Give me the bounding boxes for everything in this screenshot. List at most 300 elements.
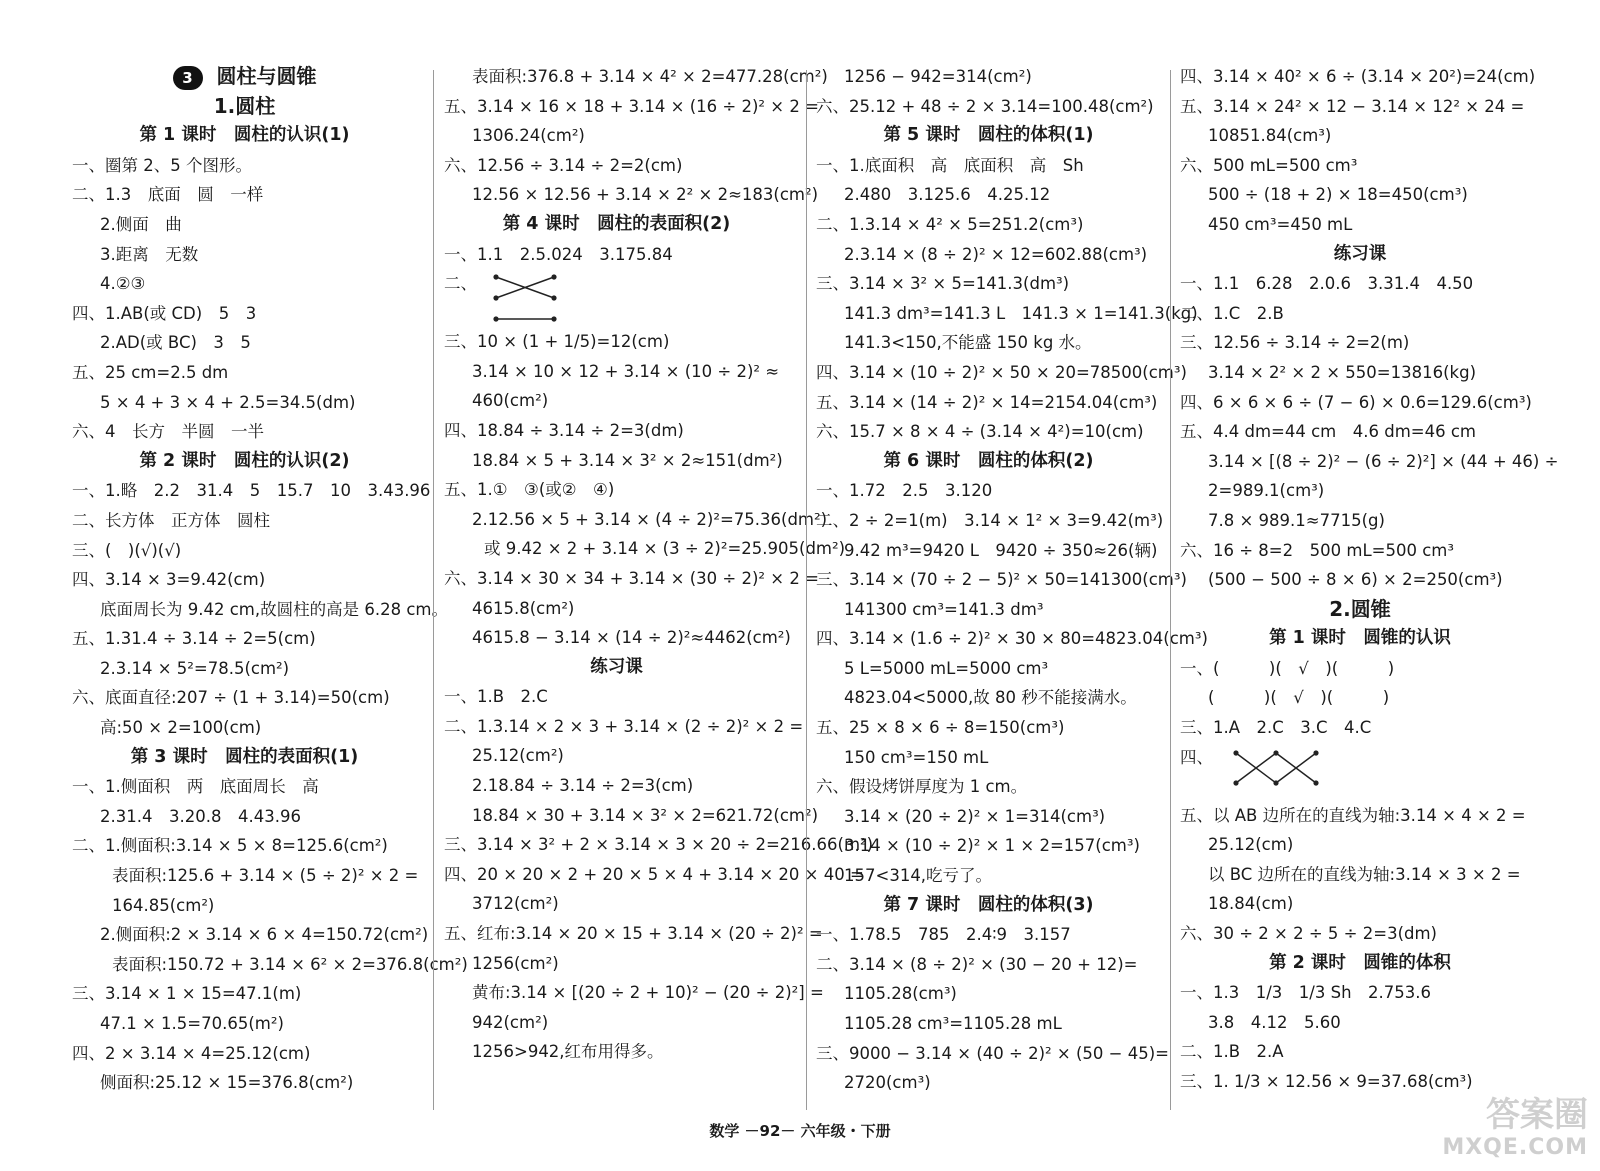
answer-line <box>72 1068 417 1098</box>
answer-text: 六、15.7 × 8 × 4 ÷ (3.14 × 4²)=10(cm) <box>816 422 1144 442</box>
answer-text: 2.31.4 3.20.8 4.43.96 <box>100 806 301 826</box>
answer-text: 二、1.3.14 × 2 × 3 + 3.14 × (2 ÷ 2)² × 2 = <box>444 716 804 736</box>
answer-text: 以 BC 边所在的直线为轴:3.14 × 3 × 2 = <box>1208 864 1521 884</box>
section-heading <box>72 447 417 477</box>
answer-line <box>816 831 1161 861</box>
answer-line <box>444 978 824 1008</box>
answer-line <box>72 802 417 832</box>
chapter-number-badge: 3 <box>173 66 203 90</box>
answer-text: 157<314,吃亏了。 <box>844 866 993 886</box>
answer-line <box>816 536 1161 566</box>
answer-line <box>444 357 789 387</box>
answer-text: 第 2 课时 圆柱的认识(2) <box>139 450 350 471</box>
answer-line <box>72 476 431 506</box>
answer-text: 2=989.1(cm³) <box>1208 481 1325 501</box>
answer-text: 第 5 课时 圆柱的体积(1) <box>883 125 1094 146</box>
answer-text: 3.14 × 2² × 2 × 550=13816(kg) <box>1208 362 1477 382</box>
answer-text: 4.②③ <box>100 274 146 294</box>
answer-text: 141300 cm³=141.3 dm³ <box>844 599 1044 619</box>
answer-text: 1105.28 cm³=1105.28 mL <box>844 1014 1062 1033</box>
answer-line <box>816 950 1161 980</box>
answer-text: 一、1.78.5 785 2.4∶9 3.157 <box>816 925 1071 945</box>
answer-text: 一、1.72 2.5 3.120 <box>816 481 993 501</box>
answer-text: 2.AD(或 BC) 3 5 <box>100 333 251 353</box>
answer-line <box>444 889 789 919</box>
answer-text: 942(cm²) <box>472 1012 549 1032</box>
answer-text: 表面积:376.8 + 3.14 × 4² × 2=477.28(cm²) <box>472 67 828 86</box>
answer-line <box>1180 328 1540 358</box>
answer-line <box>816 979 1161 1009</box>
answer-text: 五、1.① ③(或② ④) <box>444 480 615 500</box>
answer-line <box>1180 743 1540 801</box>
answer-line <box>816 210 1161 240</box>
answer-text: 一、1.1 6.28 2.0.6 3.31.4 4.50 <box>1180 274 1474 294</box>
answer-line <box>72 299 417 329</box>
answer-line <box>72 713 417 743</box>
answer-line <box>72 269 417 299</box>
answer-line <box>72 683 417 713</box>
answer-line <box>816 772 1161 802</box>
answer-text: 5 × 4 + 3 × 4 + 2.5=34.5(dm) <box>100 392 356 412</box>
answer-line <box>444 564 819 594</box>
answer-text: 四、3.14 × 40² × 6 ÷ (3.14 × 20²)=24(cm) <box>1180 67 1536 86</box>
answer-text: 3.14 × 10 × 12 + 3.14 × (10 ÷ 2)² ≈ <box>472 361 780 381</box>
matching-dot <box>551 296 556 301</box>
answer-line <box>444 121 789 151</box>
answer-text: 六、4 长方 半圆 一半 <box>72 422 264 442</box>
answer-line <box>444 446 789 476</box>
answer-line <box>1180 889 1540 919</box>
answer-text: 3.14 × (20 ÷ 2)² × 1=314(cm³) <box>844 806 1106 826</box>
answer-text: 3712(cm²) <box>472 894 559 914</box>
section-heading <box>444 653 789 683</box>
watermark-url: MXQE.COM <box>1442 1135 1588 1160</box>
answer-text: 一、1.1 2.5.024 3.175.84 <box>444 244 673 264</box>
answer-text: 一、1.3 1/3 1/3 Sh 2.753.6 <box>1180 983 1432 1003</box>
matching-dot <box>1273 750 1278 755</box>
answer-text: 一、1.侧面积 两 底面周长 高 <box>72 777 319 797</box>
answer-text: 4823.04<5000,故 80 秒不能接满水。 <box>844 688 1137 708</box>
answer-text: 1256(cm²) <box>472 953 559 973</box>
answer-line <box>444 327 789 357</box>
answer-text: 三、12.56 ÷ 3.14 ÷ 2=2(m) <box>1180 333 1410 353</box>
answer-line <box>1180 801 1540 831</box>
answer-text: 164.85(cm²) <box>112 895 215 915</box>
answer-line <box>444 534 846 564</box>
answer-text: 2720(cm³) <box>844 1073 931 1093</box>
answer-line <box>816 565 1187 595</box>
answer-text: 7.8 × 989.1≈7715(g) <box>1208 510 1385 530</box>
answer-line <box>72 210 417 240</box>
page-footer: 数学 －92－ 六年级・下册 <box>709 1122 891 1140</box>
answer-text: 2.圆锥 <box>1329 596 1391 621</box>
answer-text: 1.圆柱 <box>213 93 276 118</box>
answer-text: 五、4.4 dm=44 cm 4.6 dm=46 cm <box>1180 422 1476 442</box>
answer-line <box>1180 210 1540 240</box>
answer-line <box>444 771 789 801</box>
answer-text: 3.14 × (10 ÷ 2)² × 1 × 2=157(cm³) <box>844 836 1140 856</box>
answer-text: 1105.28(cm³) <box>844 984 957 1004</box>
answer-text: 第 4 课时 圆柱的表面积(2) <box>502 213 731 234</box>
answer-text: 4615.8(cm²) <box>472 598 575 618</box>
column-divider <box>1170 70 1171 1110</box>
answer-line <box>1180 62 1540 92</box>
answer-text: 141.3 dm³=141.3 L 141.3 × 1=141.3(kg) <box>844 303 1198 323</box>
answer-text: 底面周长为 9.42 cm,故圆柱的高是 6.28 cm。 <box>100 599 448 619</box>
answer-text: 二、1.3.14 × 4² × 5=251.2(cm³) <box>816 214 1084 234</box>
section-heading <box>72 62 417 92</box>
answer-text: 141.3<150,不能盛 150 kg 水。 <box>844 333 1092 353</box>
answer-line <box>444 1037 789 1067</box>
answer-text: 1306.24(cm²) <box>472 126 585 146</box>
answer-text: 500 ÷ (18 + 2) × 18=450(cm³) <box>1208 185 1468 205</box>
answer-line <box>444 475 789 505</box>
answer-text: 10851.84(cm³) <box>1208 126 1332 146</box>
answer-text: 二、3.14 × (8 ÷ 2)² × (30 − 20 + 12)= <box>816 954 1138 974</box>
answer-line <box>72 654 417 684</box>
answer-text: 六、12.56 ÷ 3.14 ÷ 2=2(cm) <box>444 155 683 175</box>
answer-text: 六、500 mL=500 cm³ <box>1180 155 1358 175</box>
answer-text: 4615.8 − 3.14 × (14 ÷ 2)²≈4462(cm²) <box>472 628 791 648</box>
answer-text: 一、1.B 2.C <box>444 687 548 707</box>
answer-text: 二、1.3 底面 圆 一样 <box>72 185 264 205</box>
section-heading <box>72 743 417 773</box>
answer-line <box>444 830 874 860</box>
answer-line <box>1180 92 1540 122</box>
answer-line <box>1180 388 1540 418</box>
answer-line <box>72 240 417 270</box>
answer-text: 3.14 × [(8 ÷ 2)² − (6 ÷ 2)²] × (44 + 46) ÷ <box>1208 451 1559 471</box>
answer-text: 二、长方体 正方体 圆柱 <box>72 510 270 530</box>
answer-text: 五、3.14 × (14 ÷ 2)² × 14=2154.04(cm³) <box>816 392 1158 412</box>
answer-line <box>72 506 417 536</box>
answer-line <box>1180 978 1540 1008</box>
answer-text: 3.8 4.12 5.60 <box>1208 1012 1341 1032</box>
answer-line <box>444 594 789 624</box>
answer-text: 150 cm³=150 mL <box>844 747 989 767</box>
answer-text: 460(cm²) <box>472 391 549 411</box>
answer-text: 五、25 cm=2.5 dm <box>72 362 229 382</box>
answer-line <box>1180 919 1540 949</box>
answer-text: 练习课 <box>1333 243 1387 264</box>
matching-lines-diagram <box>1202 743 1352 801</box>
answer-text: 六、16 ÷ 8=2 500 mL=500 cm³ <box>1180 540 1454 560</box>
answer-text: 3.距离 无数 <box>100 244 199 264</box>
answer-line <box>816 861 1161 891</box>
answer-line <box>816 624 1208 654</box>
answer-text: 一、( )( √ )( ) <box>1180 658 1395 678</box>
answer-text: 一、圈第 2、5 个图形。 <box>72 155 252 175</box>
answer-line <box>72 624 417 654</box>
matching-lines-diagram <box>466 269 616 327</box>
answer-line <box>444 712 804 742</box>
answer-column-1 <box>72 62 468 1112</box>
answer-line <box>1180 417 1540 447</box>
answer-line <box>816 240 1161 270</box>
answer-line <box>1180 299 1540 329</box>
answer-text: 高:50 × 2=100(cm) <box>100 718 262 738</box>
answer-line <box>444 505 828 535</box>
answer-line <box>72 565 417 595</box>
answer-text: 第 1 课时 圆柱的认识(1) <box>139 125 350 146</box>
answer-text: 表面积:125.6 + 3.14 × (5 ÷ 2)² × 2 = <box>112 866 419 886</box>
answer-text: 2.480 3.125.6 4.25.12 <box>844 185 1051 205</box>
answer-line <box>816 92 1161 122</box>
answer-line <box>1180 654 1540 684</box>
answer-text: 第 2 课时 圆锥的体积 <box>1269 952 1451 973</box>
matching-dot <box>1273 780 1278 785</box>
answer-line <box>816 802 1161 832</box>
column-divider <box>806 70 807 1110</box>
answer-line <box>444 682 789 712</box>
answer-line <box>72 861 417 891</box>
answer-text: 25.12(cm) <box>1208 835 1294 855</box>
answer-text: 练习课 <box>590 656 643 677</box>
answer-line <box>72 388 417 418</box>
answer-line <box>444 860 864 890</box>
answer-text: 5 L=5000 mL=5000 cm³ <box>844 658 1049 678</box>
section-heading <box>72 121 417 151</box>
answer-line <box>816 299 1198 329</box>
answer-line <box>1180 536 1540 566</box>
answer-line <box>1180 358 1540 388</box>
answer-line <box>816 269 1161 299</box>
answer-text: 2.侧面积:2 × 3.14 × 6 × 4=150.72(cm²) <box>100 925 429 945</box>
section-heading <box>816 121 1161 151</box>
answer-text: 2.3.14 × 5²=78.5(cm²) <box>100 658 290 678</box>
answer-text: 六、25.12 + 48 ÷ 2 × 3.14=100.48(cm²) <box>816 96 1154 116</box>
answer-text: 二、1.C 2.B <box>1180 303 1284 323</box>
answer-text: 三、9000 − 3.14 × (40 ÷ 2)² × (50 − 45)= <box>816 1043 1169 1063</box>
answer-line <box>444 180 819 210</box>
answer-line <box>816 683 1161 713</box>
answer-text: 2.18.84 ÷ 3.14 ÷ 2=3(cm) <box>472 776 694 796</box>
answer-text: 黄布:3.14 × [(20 ÷ 2 + 10)² − (20 ÷ 2)²] = <box>472 983 824 1003</box>
answer-line <box>72 536 417 566</box>
answer-line <box>1180 447 1559 477</box>
answer-text: 二、 <box>444 274 477 294</box>
answer-line <box>1180 476 1540 506</box>
answer-line <box>1180 860 1540 890</box>
answer-line <box>1180 683 1540 713</box>
answer-line <box>816 358 1187 388</box>
column-divider <box>433 70 434 1110</box>
answer-text: 2.12.56 × 5 + 3.14 × (4 ÷ 2)²=75.36(dm²) <box>472 509 828 529</box>
answer-line <box>444 1008 789 1038</box>
section-heading <box>1180 949 1540 979</box>
answer-text: 五、以 AB 边所在的直线为轴:3.14 × 4 × 2 = <box>1180 805 1526 825</box>
answer-line <box>816 1009 1161 1039</box>
answer-line <box>72 180 417 210</box>
answer-line <box>1180 565 1540 595</box>
matching-dot <box>493 296 498 301</box>
matching-dot <box>493 275 498 280</box>
answer-line <box>72 151 417 181</box>
answer-line <box>816 743 1161 773</box>
answer-text: 一、1.略 2.2 31.4 5 15.7 10 3.43.96 <box>72 481 431 501</box>
answer-line <box>444 801 819 831</box>
answer-text: 三、( )(√)(√) <box>72 540 182 560</box>
answer-line <box>816 180 1161 210</box>
answer-text: ( )( √ )( ) <box>1208 688 1390 708</box>
answer-text: 三、3.14 × 3² × 5=141.3(dm³) <box>816 274 1070 294</box>
answer-line <box>72 358 417 388</box>
answer-line <box>72 1039 417 1069</box>
answer-line <box>72 1009 417 1039</box>
answer-text: 四、2 × 3.14 × 4=25.12(cm) <box>72 1043 311 1063</box>
answer-text: 三、1.A 2.C 3.C 4.C <box>1180 718 1372 738</box>
answer-line <box>444 269 789 327</box>
answer-line <box>444 151 789 181</box>
answer-text: 25.12(cm²) <box>472 746 564 766</box>
answer-text: 第 6 课时 圆柱的体积(2) <box>883 450 1094 471</box>
answer-text: 五、25 × 8 × 6 ÷ 8=150(cm³) <box>816 718 1065 738</box>
answer-text: 四、1.AB(或 CD) 5 3 <box>72 303 257 323</box>
section-heading <box>72 92 417 122</box>
answer-line <box>816 151 1161 181</box>
answer-line <box>72 595 448 625</box>
answer-line <box>1180 713 1540 743</box>
section-heading <box>1180 595 1540 625</box>
answer-text: 四、20 × 20 × 2 + 20 × 5 × 4 + 3.14 × 20 × 40 = <box>444 864 864 884</box>
matching-dot <box>1313 750 1318 755</box>
answer-text: 圆柱与圆锥 <box>216 64 317 88</box>
answer-line <box>1180 269 1540 299</box>
answer-line <box>816 920 1161 950</box>
answer-text: 五、1.31.4 ÷ 3.14 ÷ 2=5(cm) <box>72 629 316 649</box>
answer-text: 18.84 × 5 + 3.14 × 3² × 2≈151(dm²) <box>472 450 783 470</box>
matching-dot <box>1313 780 1318 785</box>
answer-text: 六、底面直径:207 ÷ (1 + 3.14)=50(cm) <box>72 688 390 708</box>
answer-text: 18.84(cm) <box>1208 894 1294 914</box>
answer-line <box>72 328 417 358</box>
section-heading <box>1180 624 1540 654</box>
answer-text: 一、1.底面积 高 底面积 高 Sh <box>816 155 1084 175</box>
answer-text: 47.1 × 1.5=70.65(m²) <box>100 1014 284 1033</box>
answer-text: 1256 − 942=314(cm²) <box>844 67 1032 86</box>
answer-text: 二、1.侧面积:3.14 × 5 × 8=125.6(cm²) <box>72 836 388 856</box>
answer-text: 三、3.14 × 3² + 2 × 3.14 × 3 × 20 ÷ 2=216.66(m²) <box>444 835 874 855</box>
section-heading <box>816 891 1161 921</box>
answer-line <box>816 595 1161 625</box>
answer-text: 六、3.14 × 30 × 34 + 3.14 × (30 ÷ 2)² × 2 = <box>444 568 819 588</box>
answer-text: 第 3 课时 圆柱的表面积(1) <box>130 746 359 767</box>
answer-line <box>816 62 1161 92</box>
answer-line <box>816 476 1161 506</box>
answer-text: 二、2 ÷ 2=1(m) 3.14 × 1² × 3=9.42(m³) <box>816 510 1164 530</box>
answer-text: 18.84 × 30 + 3.14 × 3² × 2=621.72(cm²) <box>472 805 819 825</box>
answer-line <box>1180 1067 1540 1097</box>
answer-line <box>444 623 789 653</box>
answer-line <box>444 386 789 416</box>
answer-column-3 <box>816 62 1208 1112</box>
answer-text: 450 cm³=450 mL <box>1208 214 1353 234</box>
answer-text: 表面积:150.72 + 3.14 × 6² × 2=376.8(cm²) <box>112 954 468 974</box>
answer-text: 第 1 课时 圆锥的认识 <box>1269 628 1451 649</box>
answer-line <box>72 979 417 1009</box>
answer-line <box>72 891 417 921</box>
matching-dot <box>493 317 498 322</box>
answer-line <box>816 713 1161 743</box>
answer-column-4 <box>1180 62 1559 1112</box>
answer-line <box>1180 180 1540 210</box>
answer-text: 2.3.14 × (8 ÷ 2)² × 12=602.88(cm³) <box>844 244 1148 264</box>
answer-text: 二、1.B 2.A <box>1180 1042 1284 1062</box>
answer-line <box>816 506 1164 536</box>
watermark-logo <box>1398 1095 1588 1165</box>
answer-line <box>444 62 828 92</box>
answer-text: 四、3.14 × (10 ÷ 2)² × 50 × 20=78500(cm³) <box>816 362 1187 382</box>
answer-line <box>1180 151 1540 181</box>
answer-line <box>816 388 1161 418</box>
answer-text: 四、 <box>1180 747 1213 767</box>
section-heading <box>1180 240 1540 270</box>
matching-dot <box>551 317 556 322</box>
answer-text: 四、18.84 ÷ 3.14 ÷ 2=3(dm) <box>444 420 684 440</box>
answer-text: 1256>942,红布用得多。 <box>472 1042 664 1062</box>
answer-column-2 <box>444 62 874 1112</box>
answer-text: 四、3.14 × 3=9.42(cm) <box>72 570 266 590</box>
answer-text: 2.侧面 曲 <box>100 214 182 234</box>
answer-text: 侧面积:25.12 × 15=376.8(cm²) <box>100 1073 354 1093</box>
answer-line <box>1180 1008 1540 1038</box>
answer-text: 9.42 m³=9420 L 9420 ÷ 350≈26(辆) <box>844 540 1158 560</box>
answer-line <box>1180 506 1540 536</box>
answer-text: 五、红布:3.14 × 20 × 15 + 3.14 × (20 ÷ 2)² = <box>444 924 823 944</box>
answer-line <box>1180 121 1540 151</box>
answer-line <box>72 920 429 950</box>
answer-line <box>444 240 789 270</box>
answer-line <box>816 328 1161 358</box>
answer-line <box>72 950 468 980</box>
answer-text: 四、6 × 6 × 6 ÷ (7 − 6) × 0.6=129.6(cm³) <box>1180 392 1532 412</box>
answer-text: 或 9.42 × 2 + 3.14 × (3 ÷ 2)²=25.905(dm²) <box>484 539 846 559</box>
answer-text: 三、1. 1/3 × 12.56 × 9=37.68(cm³) <box>1180 1072 1473 1091</box>
matching-dot <box>1233 780 1238 785</box>
answer-line <box>444 416 789 446</box>
answer-line <box>444 92 819 122</box>
answer-text: 三、3.14 × (70 ÷ 2 − 5)² × 50=141300(cm³) <box>816 570 1187 590</box>
answer-line <box>444 949 789 979</box>
section-heading <box>816 447 1161 477</box>
answer-text: 六、30 ÷ 2 × 2 ÷ 5 ÷ 2=3(dm) <box>1180 924 1437 944</box>
watermark-text: 答案圈 <box>1486 1095 1588 1135</box>
answer-line <box>816 1068 1161 1098</box>
answer-line <box>444 919 823 949</box>
answer-text: 三、3.14 × 1 × 15=47.1(m) <box>72 984 302 1004</box>
answer-line <box>1180 1037 1540 1067</box>
matching-dot <box>551 275 556 280</box>
answer-line <box>72 772 417 802</box>
answer-text: 12.56 × 12.56 + 3.14 × 2² × 2≈183(cm²) <box>472 185 819 205</box>
answer-line <box>1180 830 1540 860</box>
answer-line <box>816 654 1161 684</box>
answer-line <box>72 831 417 861</box>
section-heading <box>444 210 789 240</box>
answer-line <box>444 741 789 771</box>
answer-text: 六、假设烤饼厚度为 1 cm。 <box>816 777 1028 797</box>
answer-line <box>816 417 1161 447</box>
answer-text: 四、3.14 × (1.6 ÷ 2)² × 30 × 80=4823.04(cm³) <box>816 629 1208 649</box>
answer-text: 五、3.14 × 24² × 12 − 3.14 × 12² × 24 = <box>1180 96 1525 116</box>
matching-dot <box>1233 750 1238 755</box>
answer-text: 第 7 课时 圆柱的体积(3) <box>883 894 1094 915</box>
answer-text: (500 − 500 ÷ 8 × 6) × 2=250(cm³) <box>1208 570 1503 590</box>
answer-line <box>72 417 417 447</box>
answer-text: 三、10 × (1 + 1/5)=12(cm) <box>444 332 670 352</box>
answer-line <box>816 1039 1169 1069</box>
answer-text: 五、3.14 × 16 × 18 + 3.14 × (16 ÷ 2)² × 2 = <box>444 96 819 116</box>
